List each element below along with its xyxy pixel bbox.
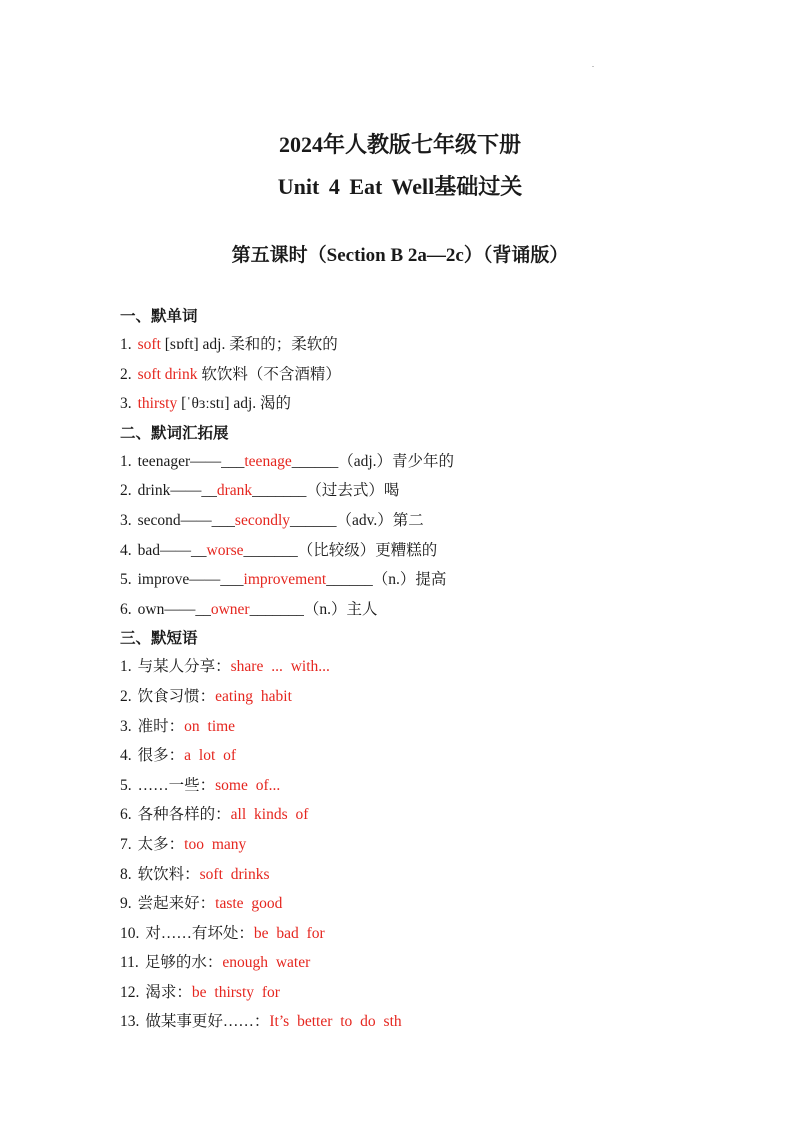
word-form-hint: ______（adj.）青少年的 <box>291 452 455 470</box>
answer-phrase: eating habit <box>215 687 292 705</box>
item-number: 7. <box>120 835 132 853</box>
phrase-item <box>120 893 720 923</box>
answer-phrase: share ... with... <box>230 658 330 676</box>
derivatives-list <box>120 451 720 629</box>
phrase-meaning: 渴求： <box>145 983 192 1001</box>
word-item <box>120 334 720 364</box>
words-list <box>120 334 720 423</box>
phrase-item <box>120 982 720 1012</box>
answer-phrase: some of... <box>215 776 281 794</box>
item-number: 2. <box>120 482 132 500</box>
corner-mark: . <box>592 60 594 69</box>
base-word: drink——__ <box>137 482 217 500</box>
item-number: 1. <box>120 336 132 353</box>
answer-word: owner <box>210 600 250 618</box>
answer-phrase: It’s better to do sth <box>269 1013 402 1031</box>
answer-word: soft drink <box>137 365 198 383</box>
item-number: 11. <box>120 954 139 972</box>
derivative-item <box>120 540 720 570</box>
base-word: second——___ <box>137 511 235 529</box>
word-form-hint: ______（adv.）第二 <box>290 511 424 529</box>
word-form-hint: _______（n.）主人 <box>249 600 378 618</box>
word-definition: 软饮料（不含酒精） <box>197 365 341 383</box>
phrase-item <box>120 834 720 864</box>
item-number: 13. <box>120 1013 140 1031</box>
answer-word: thirsty <box>137 395 178 413</box>
phrase-meaning: 很多： <box>137 747 185 765</box>
phrase-item <box>120 775 720 805</box>
answer-phrase: too many <box>184 835 247 853</box>
answer-phrase: taste good <box>215 895 283 913</box>
item-number: 4. <box>120 541 132 559</box>
word-form-hint: ______（n.）提高 <box>326 571 447 589</box>
derivative-item <box>120 480 720 510</box>
base-word: improve——___ <box>137 571 244 589</box>
phrase-item <box>120 923 720 953</box>
derivative-item <box>120 451 720 481</box>
item-number: 3. <box>120 717 132 735</box>
answer-phrase: soft drinks <box>199 865 270 883</box>
lesson-title: 第五课时（Section B 2a—2c）（背诵版） <box>231 245 569 266</box>
answer-word: improvement <box>243 571 327 589</box>
item-number: 4. <box>120 747 132 765</box>
item-number: 1. <box>120 658 132 676</box>
item-number: 10. <box>120 924 140 942</box>
answer-phrase: be thirsty for <box>191 983 280 1001</box>
word-item <box>120 393 720 423</box>
word-form-hint: _______（过去式）喝 <box>252 482 400 500</box>
phrase-meaning: 饮食习惯： <box>137 687 216 705</box>
answer-phrase: on time <box>184 717 236 735</box>
answer-word: worse <box>206 541 244 559</box>
phrase-item <box>120 952 720 982</box>
phrase-meaning: 各种各样的： <box>137 806 231 824</box>
item-number: 2. <box>120 687 132 705</box>
item-number: 1. <box>120 452 132 470</box>
answer-phrase: be bad for <box>253 924 325 942</box>
phrase-meaning: 做某事更好……： <box>145 1013 270 1031</box>
answer-word: drank <box>216 482 253 500</box>
item-number: 5. <box>120 776 132 794</box>
word-form-hint: _______（比较级）更糟糕的 <box>243 541 438 559</box>
section-heading-words: 一、默单词 <box>120 308 198 325</box>
unit-title: Unit 4 Eat Well基础过关 <box>277 174 523 199</box>
answer-phrase: enough water <box>222 954 311 972</box>
phrase-meaning: 与某人分享： <box>137 658 231 676</box>
worksheet-content <box>120 306 720 1041</box>
item-number: 3. <box>120 395 132 413</box>
item-number: 2. <box>120 365 132 383</box>
phrase-item <box>120 656 720 686</box>
phrase-meaning: 尝起来好： <box>137 895 216 913</box>
word-item <box>120 364 720 394</box>
phrases-list <box>120 656 720 1041</box>
phrase-item <box>120 686 720 716</box>
item-number: 6. <box>120 806 132 824</box>
item-number: 3. <box>120 511 132 529</box>
base-word: bad——__ <box>137 541 207 559</box>
phrase-meaning: 对……有坏处： <box>145 924 254 942</box>
phrase-meaning: 太多： <box>137 835 185 853</box>
answer-word: soft <box>137 336 161 353</box>
phrase-item <box>120 804 720 834</box>
phrase-meaning: 软饮料： <box>137 865 200 883</box>
base-word: teenager——___ <box>137 452 245 470</box>
section-heading-derivatives: 二、默词汇拓展 <box>120 424 229 442</box>
phrase-item <box>120 745 720 775</box>
phrase-meaning: 足够的水： <box>144 954 223 972</box>
document-title: 2024年人教版七年级下册 <box>278 132 521 157</box>
answer-phrase: all kinds of <box>230 806 309 824</box>
item-number: 12. <box>120 983 140 1001</box>
phrase-item <box>120 716 720 746</box>
derivative-item <box>120 599 720 629</box>
phrase-item <box>120 864 720 894</box>
item-number: 6. <box>120 600 132 618</box>
phrase-item <box>120 1011 720 1041</box>
derivative-item <box>120 569 720 599</box>
phrase-meaning: 准时： <box>137 717 185 735</box>
section-heading-phrases: 三、默短语 <box>120 630 198 648</box>
item-number: 8. <box>120 865 132 883</box>
word-definition: [sɒft] adj. 柔和的；柔软的 <box>160 336 338 353</box>
phrase-meaning: ……一些： <box>137 776 216 794</box>
answer-word: teenage <box>244 452 292 470</box>
answer-phrase: a lot of <box>184 747 237 765</box>
item-number: 5. <box>120 571 132 589</box>
base-word: own——__ <box>137 600 211 618</box>
derivative-item <box>120 510 720 540</box>
answer-word: secondly <box>234 511 291 529</box>
word-definition: [ˈθɜːstɪ] adj. 渴的 <box>177 395 292 413</box>
item-number: 9. <box>120 895 132 913</box>
